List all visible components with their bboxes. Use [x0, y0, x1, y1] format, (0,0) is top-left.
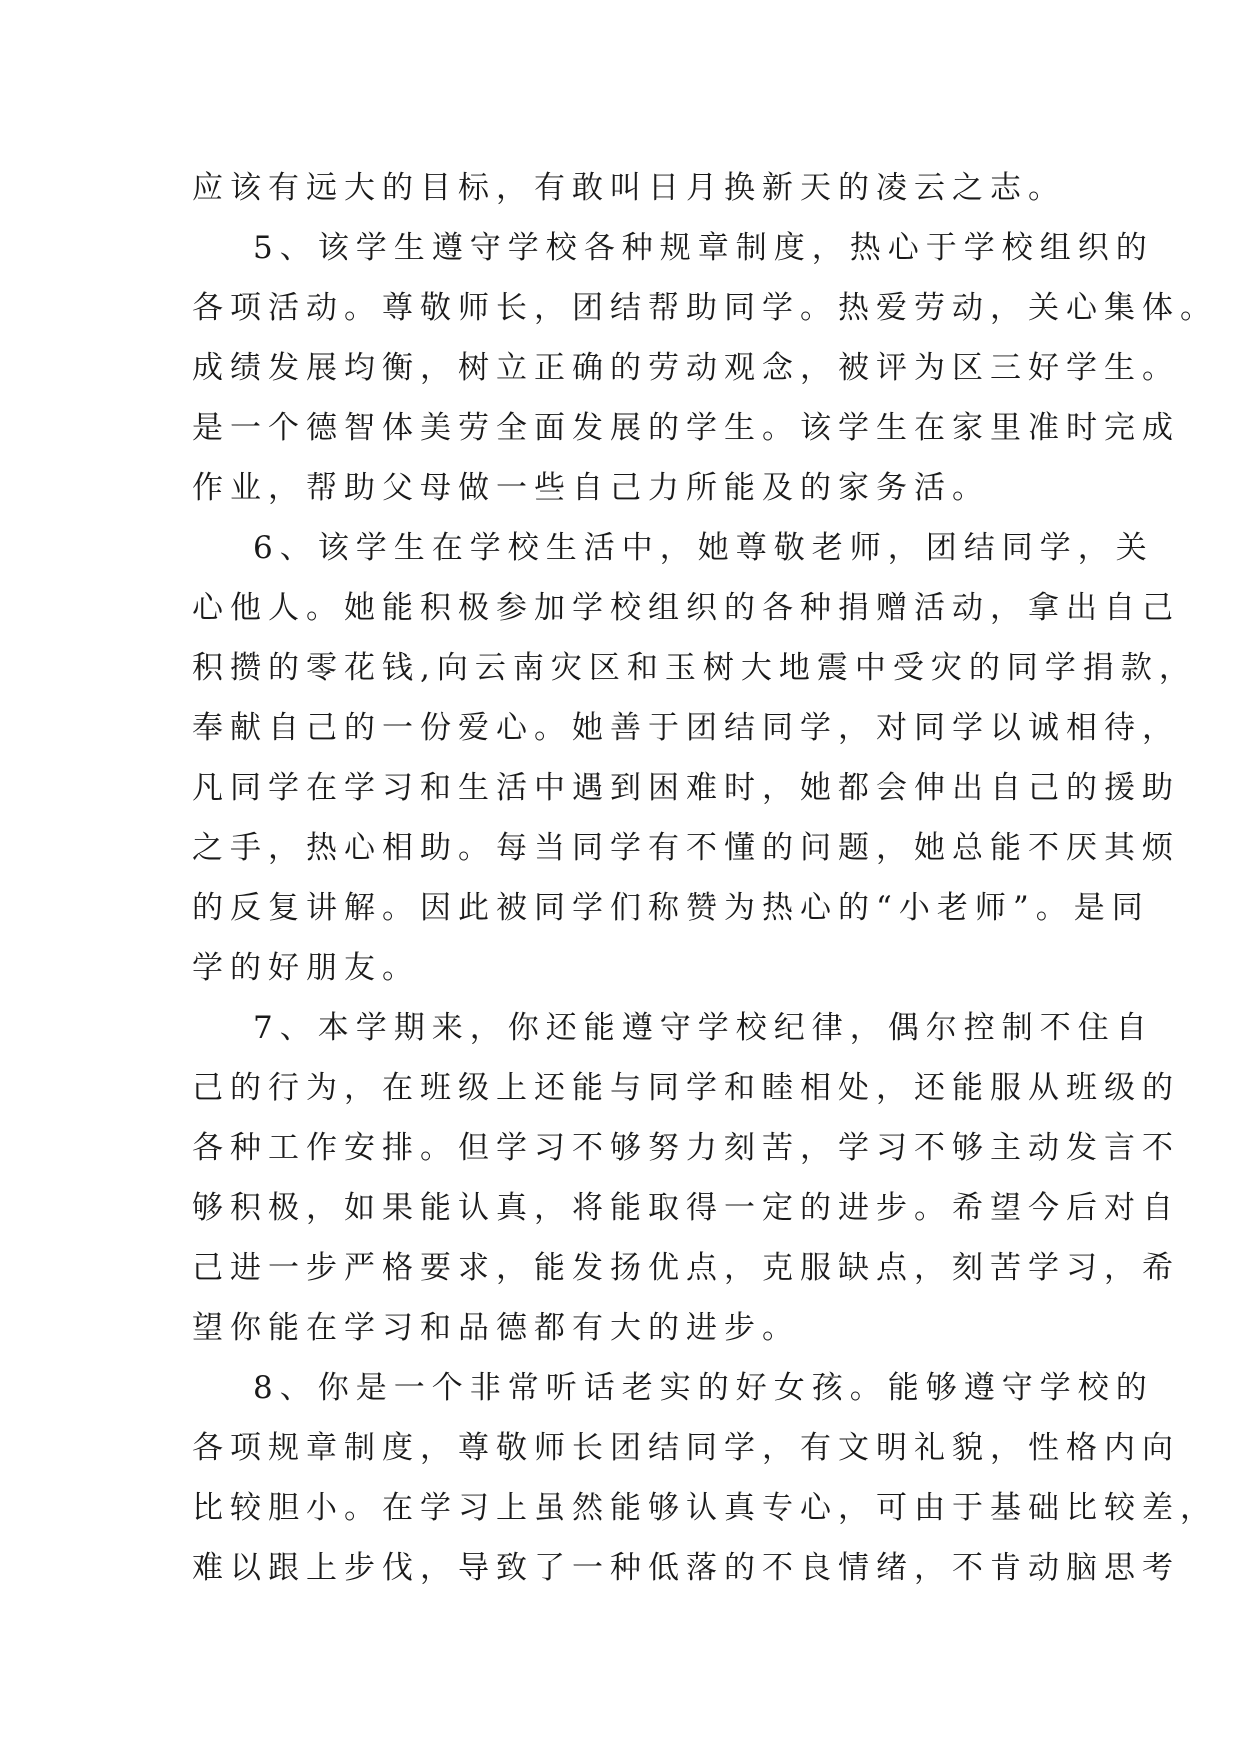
text-line: 作业，帮助父母做一些自己力所能及的家务活。: [192, 470, 990, 506]
text-line: 心他人。她能积极参加学校组织的各种捐赠活动，拿出自己: [192, 590, 1180, 626]
text-line: 之手，热心相助。每当同学有不懂的问题，她总能不厌其烦: [192, 830, 1180, 866]
text-line: 学的好朋友。: [192, 950, 420, 986]
text-line: 望你能在学习和品德都有大的进步。: [192, 1310, 800, 1346]
paragraph-5-start: 5、该学生遵守学校各种规章制度，热心于学校组织的: [253, 230, 1154, 266]
text-line: 是一个德智体美劳全面发展的学生。该学生在家里准时完成: [192, 410, 1180, 446]
document-body: [192, 158, 1218, 1598]
paragraph-6-start: 6、该学生在学校生活中，她尊敬老师，团结同学，关: [253, 530, 1154, 566]
text-line: 奉献自己的一份爱心。她善于团结同学，对同学以诚相待，: [192, 710, 1180, 746]
text-line: 各项活动。尊敬师长，团结帮助同学。热爱劳动，关心集体。: [192, 290, 1218, 326]
text-line: 己进一步严格要求，能发扬优点，克服缺点，刻苦学习，希: [192, 1250, 1180, 1286]
text-line: 凡同学在学习和生活中遇到困难时，她都会伸出自己的援助: [192, 770, 1180, 806]
text-line: 的反复讲解。因此被同学们称赞为热心的“小老师”。是同: [192, 890, 1150, 926]
text-line: 各项规章制度，尊敬师长团结同学，有文明礼貌，性格内向: [192, 1430, 1180, 1466]
text-line: 难以跟上步伐，导致了一种低落的不良情绪，不肯动脑思考: [192, 1550, 1180, 1586]
paragraph-7-start: 7、本学期来，你还能遵守学校纪律，偶尔控制不住自: [253, 1010, 1154, 1046]
text-line: 比较胆小。在学习上虽然能够认真专心，可由于基础比较差，: [192, 1490, 1218, 1526]
text-line: 己的行为，在班级上还能与同学和睦相处，还能服从班级的: [192, 1070, 1180, 1106]
paragraph-8-start: 8、你是一个非常听话老实的好女孩。能够遵守学校的: [253, 1370, 1154, 1406]
text-line: 各种工作安排。但学习不够努力刻苦，学习不够主动发言不: [192, 1130, 1180, 1166]
text-line: 应该有远大的目标，有敢叫日月换新天的凌云之志。: [192, 170, 1066, 206]
text-line: 积攒的零花钱,向云南灾区和玉树大地震中受灾的同学捐款，: [192, 650, 1197, 686]
text-line: 够积极，如果能认真，将能取得一定的进步。希望今后对自: [192, 1190, 1180, 1226]
text-line: 成绩发展均衡，树立正确的劳动观念，被评为区三好学生。: [192, 350, 1180, 386]
